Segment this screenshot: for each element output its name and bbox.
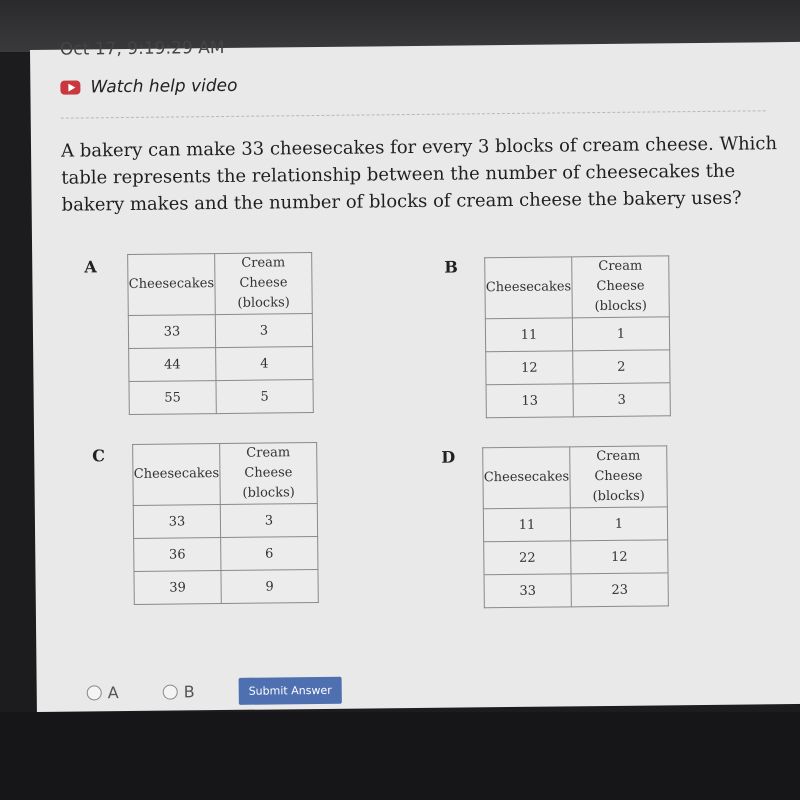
radio-option-a[interactable]	[87, 683, 119, 702]
table-cell: 22	[484, 541, 571, 575]
table-cell: 12	[571, 540, 668, 574]
table-cell: 33	[133, 505, 220, 539]
table-cell: 3	[220, 504, 317, 538]
screen	[30, 37, 800, 712]
table-row	[484, 573, 668, 608]
table-cell: 12	[486, 351, 573, 385]
table-header-row	[128, 253, 313, 316]
table-row	[129, 380, 313, 415]
table-row	[486, 383, 670, 418]
help-link-label: Watch help video	[90, 75, 238, 98]
table-cell: 13	[486, 384, 573, 418]
table-row	[483, 507, 667, 542]
option-table-a	[127, 252, 314, 415]
table-row	[485, 317, 669, 352]
table-cell: 2	[573, 350, 670, 384]
option-letter-d: D	[441, 447, 456, 467]
option-letter-a: A	[84, 257, 97, 277]
header-cheesecakes: Cheesecakes	[483, 447, 571, 509]
header-cheesecakes: Cheesecakes	[133, 444, 221, 506]
table-row	[486, 350, 670, 385]
table-row	[484, 540, 668, 575]
divider	[61, 110, 766, 118]
table-cell: 55	[129, 381, 216, 415]
table-cell: 1	[570, 507, 667, 541]
table-cell: 4	[216, 347, 313, 381]
table-cell: 36	[134, 538, 221, 572]
table-cell: 39	[134, 571, 221, 605]
table-cell: 11	[485, 318, 572, 352]
radio-button-b[interactable]	[163, 684, 178, 699]
table-row	[128, 314, 312, 349]
table-row	[129, 347, 313, 382]
video-play-icon	[60, 80, 80, 94]
table-cell: 3	[573, 383, 670, 417]
table-cell: 3	[215, 314, 312, 348]
submit-answer-button[interactable]: Submit Answer	[239, 677, 342, 705]
header-cream-cheese: Cream Cheese (blocks)	[572, 256, 670, 318]
option-table-d	[482, 445, 669, 608]
table-header-row	[483, 446, 668, 509]
table-row	[133, 504, 317, 539]
table-cell: 33	[484, 574, 571, 608]
table-cell: 6	[221, 537, 318, 571]
table-header-row	[133, 443, 318, 506]
table-cell: 11	[483, 508, 570, 542]
header-cream-cheese: Cream Cheese (blocks)	[220, 443, 318, 505]
radio-button-a[interactable]	[87, 685, 102, 700]
table-row	[134, 537, 318, 572]
option-letter-b: B	[444, 257, 458, 277]
option-table-b	[484, 255, 671, 418]
header-cheesecakes: Cheesecakes	[485, 257, 573, 319]
radio-label-a: A	[107, 683, 119, 703]
question-text: A bakery can make 33 cheesecakes for every 3 blocks of cream cheese. Which table represents the relationship between the number of cheesecakes the bakery makes and the number of blocks of cream cheese the bakery uses?	[60, 133, 778, 216]
radio-label-b: B	[183, 682, 195, 702]
header-cream-cheese: Cream Cheese (blocks)	[215, 253, 313, 315]
watch-help-video-link[interactable]	[60, 76, 237, 98]
timestamp: Oct 17, 9:19:29 AM	[59, 37, 225, 60]
table-row	[134, 570, 318, 605]
table-cell: 1	[572, 317, 669, 351]
option-letter-c: C	[92, 446, 106, 466]
header-cream-cheese: Cream Cheese (blocks)	[570, 446, 668, 508]
header-cheesecakes: Cheesecakes	[128, 254, 216, 316]
table-cell: 33	[128, 315, 215, 349]
answer-choices	[87, 677, 342, 707]
table-cell: 23	[571, 573, 668, 607]
table-cell: 9	[221, 570, 318, 604]
monitor-bezel-bottom	[0, 712, 800, 800]
radio-option-b[interactable]	[163, 682, 195, 701]
table-header-row	[485, 256, 670, 319]
option-table-c	[132, 442, 319, 605]
table-cell: 44	[129, 348, 216, 382]
table-cell: 5	[216, 380, 313, 414]
